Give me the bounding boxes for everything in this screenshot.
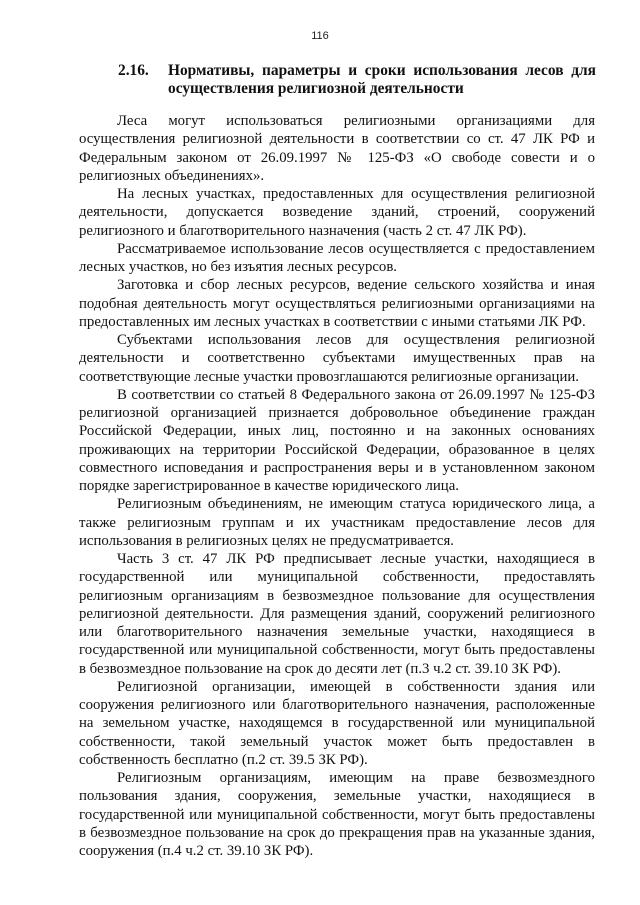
paragraph: В соответствии со статьей 8 Федерального закона от 26.09.1997 № 125-ФЗ религиозной организацией признается добровольное объединение граждан Российской Федерации, иных лиц, постоянно и на законных основаниях проживающих на территории Российской Федерации, образованное в целях совместного исповедания и распространения веры и в установленном законом порядке зарегистрированное в качестве юридического лица.: [79, 386, 595, 494]
paragraph: Часть 3 ст. 47 ЛК РФ предписывает лесные участки, находящиеся в государственной или муниципальной собственности, предоставлять религиозным организациям в безвозмездное пользование для осуществления религиозной деятельности. Для размещения зданий, сооружений религиозного или благотворительного назначения земельные участки, находящиеся в государственной или муниципальной собственности, могут быть предоставлены в безвозмездное пользование на срок до десяти лет (п.3 ч.2 ст. 39.10 ЗК РФ).: [79, 551, 595, 677]
paragraph: Заготовка и сбор лесных ресурсов, ведение сельского хозяйства и иная подобная деятельность могут осуществляться религиозными организациями на предоставленных им лесных участках в соответствии с иными статьями ЛК РФ.: [79, 277, 595, 330]
paragraph: Субъектами использования лесов для осуществления религиозной деятельности и соответственно субъектами имущественных прав на соответствующие лесные участки провозглашаются религиозные организации.: [79, 332, 595, 385]
paragraph: Религиозным организациям, имеющим на праве безвозмездного пользования здания, сооружения, земельные участки, находящиеся в государственной или муниципальной собственности, могут быть предоставлены в безвозмездное пользование на срок до прекращения прав на указанные здания, сооружения (п.4 ч.2 ст. 39.10 ЗК РФ).: [79, 770, 595, 859]
paragraph: Религиозной организации, имеющей в собственности здания или сооружения религиозного или благотворительного назначения, расположенные на земельном участке, находящемся в государственной или муниципальной собственности, такой земельный участок может быть предоставлен в собственность бесплатно (п.2 ст. 39.5 ЗК РФ).: [79, 678, 595, 768]
page-number: 116: [311, 30, 329, 42]
paragraph: Рассматриваемое использование лесов осуществляется с предоставлением лесных участков, но без изъятия лесных ресурсов.: [79, 240, 595, 275]
paragraph: На лесных участках, предоставленных для осуществления религиозной деятельности, допускается возведение зданий, строений, сооружений религиозного и благотворительного назначения (часть 2 ст. 47 ЛК РФ).: [79, 186, 595, 239]
paragraph: Религиозным объединениям, не имеющим статуса юридического лица, а также религиозным группам и их участникам предоставление лесов для использования в религиозных целях не предусматривается.: [79, 496, 595, 549]
section-number: 2.16.: [118, 62, 149, 79]
body-text: [79, 112, 595, 860]
section-heading: [118, 62, 596, 98]
paragraph: Леса могут использоваться религиозными организациями для осуществления религиозной деятельности в соответствии со ст. 47 ЛК РФ и Федеральным законом от 26.09.1997 № 125-ФЗ «О свободе совести и о религиозных объединениях».: [79, 113, 595, 184]
section-title: Нормативы, параметры и сроки использования лесов для осуществления религиозной деятельности: [168, 62, 596, 97]
